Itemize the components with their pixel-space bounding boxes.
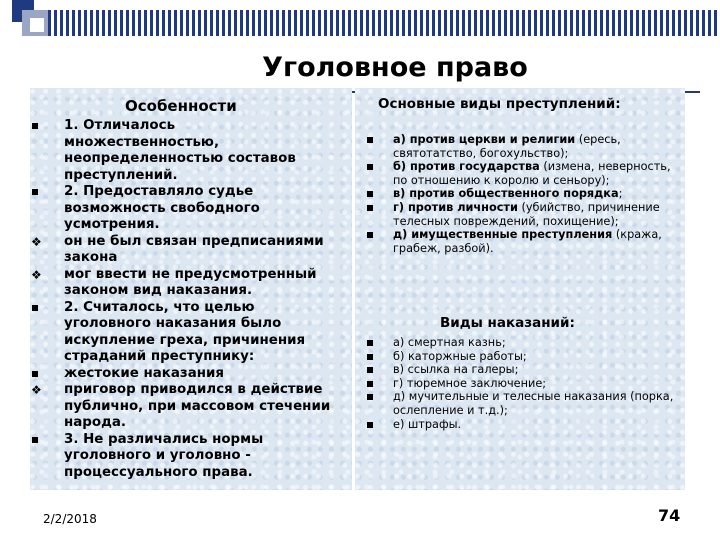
crime-examples: (измена, неверность, по отношению к королю и сеньору); (393, 160, 671, 187)
crime-type: б) против государства (393, 160, 540, 174)
page-title: Уголовное право (262, 52, 528, 83)
list-item (32, 366, 332, 383)
list-item-text: 3. Не различались нормы уголовного и уголовно - процессуального права. (64, 431, 264, 480)
square-bullet-icon (367, 205, 373, 211)
square-bullet-icon (367, 137, 373, 143)
list-item (367, 363, 687, 377)
punishments-list (367, 336, 687, 431)
corner-square-white (30, 18, 44, 32)
list-item (32, 184, 332, 234)
list-item-text: 2. Предоставляло судье возможность свободного усмотрения. (64, 184, 260, 232)
diamond-bullet-icon: ❖ (31, 234, 42, 249)
list-item-text: он не был связан предписаниями закона (64, 233, 324, 265)
list-item (367, 228, 687, 255)
list-item (32, 382, 332, 432)
crime-examples: ; (618, 187, 623, 201)
square-bullet-icon (367, 354, 373, 360)
square-bullet-icon (32, 189, 38, 195)
slide-date: 2/2/2018 (43, 512, 97, 526)
square-bullet-icon (367, 164, 373, 170)
square-bullet-icon (367, 381, 373, 387)
crime-type: а) против церкви и религии (393, 133, 576, 146)
list-item (32, 267, 332, 300)
list-item (32, 234, 332, 267)
list-item (367, 377, 687, 391)
crime-type: в) против общественного порядка (393, 187, 619, 201)
square-bullet-icon (367, 394, 373, 400)
list-item (367, 418, 687, 432)
list-item-text: 1. Отличалось множественностью, неопределенностью составов преступлений. (64, 118, 296, 183)
diamond-bullet-icon: ❖ (31, 267, 42, 282)
square-bullet-icon (32, 371, 38, 377)
features-list (32, 118, 332, 481)
punishment-text: д) мучительные и телесные наказания (порка, ослепление и т.д.); (393, 390, 674, 417)
square-bullet-icon (32, 123, 38, 129)
list-item (367, 187, 687, 201)
square-bullet-icon (367, 232, 373, 238)
punishment-text: а) смертная казнь; (393, 336, 506, 349)
crimes-list (367, 133, 687, 255)
crime-type: г) против личности (393, 200, 518, 214)
list-item-text: 2. Считалось, что целью уголовного наказания было искупление греха, причинения страданий преступнику: (64, 299, 306, 364)
list-item (367, 201, 687, 228)
list-item (32, 300, 332, 366)
list-item (367, 160, 687, 187)
list-item (367, 350, 687, 364)
crimes-heading: Основные виды преступлений: (378, 96, 621, 112)
header-stripe (48, 10, 720, 36)
square-bullet-icon (367, 340, 373, 346)
list-item (32, 432, 332, 482)
left-heading: Особенности (125, 97, 237, 115)
list-item-text: приговор приводился в действие публично, при массовом стечении народа. (64, 382, 331, 430)
list-item (367, 336, 687, 350)
list-item-text: мог ввести не предусмотренный законом вид наказания. (64, 266, 317, 298)
square-bullet-icon (32, 437, 38, 443)
list-item-text: жестокие наказания (64, 365, 224, 381)
crime-examples: (ересь, святотатство, богохульство); (393, 133, 621, 160)
list-item (367, 133, 687, 160)
square-bullet-icon (367, 422, 373, 428)
square-bullet-icon (367, 191, 373, 197)
list-item (367, 390, 687, 417)
diamond-bullet-icon: ❖ (31, 383, 42, 397)
crime-examples: (кража, грабеж, разбой). (393, 228, 662, 255)
punishment-text: в) ссылка на галеры; (393, 363, 519, 377)
punishment-text: б) каторжные работы; (393, 349, 527, 363)
punishment-text: г) тюремное заключение; (393, 376, 547, 390)
square-bullet-icon (32, 305, 38, 311)
punishments-heading: Виды наказаний: (440, 315, 575, 331)
square-bullet-icon (367, 367, 373, 373)
crime-examples: (убийство, причинение телесных повреждений, похищение); (393, 200, 660, 228)
crime-type: д) имущественные преступления (393, 228, 613, 242)
page-number: 74 (658, 506, 681, 525)
list-item (32, 118, 332, 184)
punishment-text: е) штрафы. (393, 417, 462, 431)
